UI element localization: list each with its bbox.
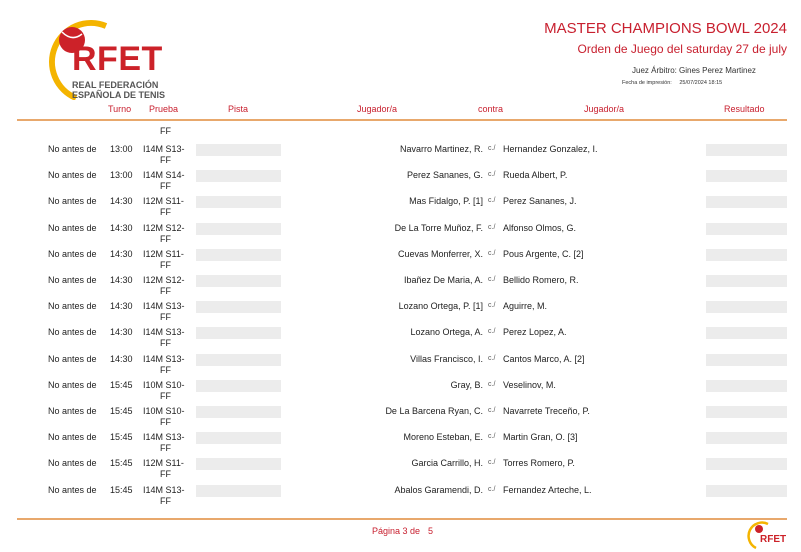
row-result-box <box>706 485 787 497</box>
row-time: 15:45 <box>110 380 133 390</box>
row-not-before: No antes de <box>48 249 97 259</box>
row-not-before: No antes de <box>48 485 97 495</box>
row-not-before: No antes de <box>48 458 97 468</box>
row-player-2: Alfonso Olmos, G. <box>503 223 577 233</box>
row-event: I12M S12- <box>143 275 185 285</box>
row-event: I12M S11- <box>143 249 184 259</box>
row-versus: c./ <box>488 250 496 257</box>
row-time: 13:00 <box>110 144 133 154</box>
page-label: Página 3 de <box>372 526 421 536</box>
row-not-before: No antes de <box>48 380 97 390</box>
row-time: 15:45 <box>110 485 133 495</box>
column-jugador-1: Jugador/a <box>357 104 398 114</box>
row-not-before: No antes de <box>48 170 97 180</box>
row-not-before: No antes de <box>48 327 97 337</box>
row-player-1: Gray, B. <box>450 380 483 390</box>
row-time: 15:45 <box>110 458 133 468</box>
header-divider <box>17 119 787 121</box>
row-time: 14:30 <box>110 301 133 311</box>
row-player-1: Moreno Esteban, E. <box>403 432 483 442</box>
row-versus: c./ <box>488 224 496 231</box>
row-event: I12M S12- <box>143 223 185 233</box>
row-not-before: No antes de <box>48 275 97 285</box>
row-player-2: Perez Sananes, J. <box>503 196 577 206</box>
column-prueba: Prueba <box>149 104 179 114</box>
row-player-2: Torres Romero, P. <box>503 458 575 468</box>
row-versus: c./ <box>488 328 496 335</box>
row-event-suffix: FF <box>160 181 171 191</box>
page-total: 5 <box>428 526 434 536</box>
row-event-suffix: FF <box>160 155 171 165</box>
row-event: I12M S11- <box>143 196 184 206</box>
row-player-1: Lozano Ortega, A. <box>410 327 483 337</box>
column-pista: Pista <box>228 104 249 114</box>
row-player-2: Hernandez Gonzalez, I. <box>503 144 598 154</box>
row-player-2: Fernandez Arteche, L. <box>503 485 592 495</box>
row-time: 14:30 <box>110 223 133 233</box>
row-player-2: Bellido Romero, R. <box>503 275 579 285</box>
row-result-box <box>706 249 787 261</box>
row-not-before: No antes de <box>48 223 97 233</box>
order-of-play-title: Orden de Juego del saturday 27 de july <box>577 42 787 56</box>
row-not-before: No antes de <box>48 432 97 442</box>
row-player-1: Mas Fidalgo, P. [1] <box>409 196 483 206</box>
row-event-suffix: FF <box>160 338 171 348</box>
row-event-suffix: FF <box>160 234 171 244</box>
row-time: 14:30 <box>110 249 133 259</box>
row-event-suffix: FF <box>160 469 171 479</box>
row-event: I14M S13- <box>143 432 185 442</box>
row-player-1: Garcia Carrillo, H. <box>411 458 483 468</box>
row-time: 13:00 <box>110 170 133 180</box>
row-result-box <box>706 354 787 366</box>
judge-info <box>632 66 756 75</box>
row-versus: c./ <box>488 381 496 388</box>
row-versus: c./ <box>488 355 496 362</box>
svg-text:RFET: RFET <box>760 534 786 545</box>
print-date-value: 25/07/2024 18:15 <box>679 80 723 86</box>
row-not-before: No antes de <box>48 354 97 364</box>
row-not-before: No antes de <box>48 301 97 311</box>
row-versus: c./ <box>488 459 496 466</box>
row-player-1: Villas Francisco, I. <box>410 354 483 364</box>
column-contra: contra <box>478 104 504 114</box>
row-time: 15:45 <box>110 432 133 442</box>
row-event-suffix: FF <box>160 496 171 506</box>
row-result-box <box>706 144 787 156</box>
row-versus: c./ <box>488 433 496 440</box>
row-event-suffix: FF <box>160 312 171 322</box>
row-player-2: Aguirre, M. <box>503 301 548 311</box>
row-event: I14M S13- <box>143 354 185 364</box>
row-player-1: De La Torre Muñoz, F. <box>394 223 483 233</box>
page-indicator <box>372 526 433 536</box>
row-result-box <box>706 327 787 339</box>
row-not-before: No antes de <box>48 144 97 154</box>
row-event: I14M S13- <box>143 301 185 311</box>
row-event-suffix: FF <box>160 417 171 427</box>
print-date-info <box>622 80 722 86</box>
row-event: I10M S10- <box>143 380 185 390</box>
row-not-before: No antes de <box>48 406 97 416</box>
row-player-1: De La Barcena Ryan, C. <box>385 406 483 416</box>
row-event-suffix: FF <box>160 260 171 270</box>
row-result-box <box>706 275 787 287</box>
logo-subtitle <box>72 80 165 100</box>
row-player-2: Martin Gran, O. [3] <box>503 432 578 442</box>
row-versus: c./ <box>488 302 496 309</box>
row-player-2: Perez Lopez, A. <box>503 327 567 337</box>
row-time: 14:30 <box>110 275 133 285</box>
row-player-1: Cuevas Monferrer, X. <box>397 249 483 259</box>
row-player-1: Perez Sananes, G. <box>406 170 483 180</box>
row-event: I14M S13- <box>143 485 185 495</box>
rfet-mini-logo <box>746 520 786 550</box>
row-player-2: Pous Argente, C. [2] <box>503 249 584 259</box>
row-time: 14:30 <box>110 327 133 337</box>
footer-divider <box>17 518 787 520</box>
row-versus: c./ <box>488 276 496 283</box>
row-event: I14M S14- <box>143 170 185 180</box>
row-not-before: No antes de <box>48 196 97 206</box>
row-player-1: Navarro Martinez, R. <box>399 144 483 154</box>
logo-subtitle-line1: REAL FEDERACIÓN <box>72 80 159 90</box>
row-player-1: Lozano Ortega, P. [1] <box>398 301 483 311</box>
continuation-text: FF <box>160 126 171 136</box>
print-date-label: Fecha de impresión: <box>622 80 672 86</box>
row-player-1: Abalos Garamendi, D. <box>394 485 483 495</box>
judge-label: Juez Árbitro: <box>632 66 677 75</box>
column-turno: Turno <box>108 104 132 114</box>
row-versus: c./ <box>488 197 496 204</box>
row-event: I14M S13- <box>143 144 185 154</box>
row-event: I12M S11- <box>143 458 184 468</box>
row-time: 14:30 <box>110 196 133 206</box>
column-jugador-2: Jugador/a <box>584 104 625 114</box>
row-event-suffix: FF <box>160 443 171 453</box>
row-event-suffix: FF <box>160 365 171 375</box>
row-event-suffix: FF <box>160 286 171 296</box>
row-result-box <box>706 406 787 418</box>
row-event-suffix: FF <box>160 207 171 217</box>
judge-name: Gines Perez Martinez <box>679 66 756 75</box>
row-event-suffix: FF <box>160 391 171 401</box>
row-time: 15:45 <box>110 406 133 416</box>
row-player-2: Rueda Albert, P. <box>503 170 568 180</box>
row-player-2: Veselinov, M. <box>503 380 556 390</box>
row-result-box <box>706 458 787 470</box>
column-resultado: Resultado <box>724 104 765 114</box>
row-result-box <box>706 432 787 444</box>
row-result-box <box>706 196 787 208</box>
row-result-box <box>706 223 787 235</box>
row-event: I10M S10- <box>143 406 185 416</box>
row-versus: c./ <box>488 486 496 493</box>
logo-subtitle-line2: ESPAÑOLA DE TENIS <box>72 90 166 100</box>
row-player-2: Cantos Marco, A. [2] <box>503 354 585 364</box>
row-result-box <box>706 170 787 182</box>
row-time: 14:30 <box>110 354 133 364</box>
row-player-2: Navarrete Treceño, P. <box>503 406 590 416</box>
logo-text: RFET <box>72 40 163 78</box>
row-player-1: Ibañez De Maria, A. <box>403 275 483 285</box>
row-versus: c./ <box>488 407 496 414</box>
row-result-box <box>706 380 787 392</box>
row-versus: c./ <box>488 171 496 178</box>
row-versus: c./ <box>488 145 496 152</box>
row-result-box <box>706 301 787 313</box>
tournament-title: MASTER CHAMPIONS BOWL 2024 <box>544 20 787 37</box>
row-event: I14M S13- <box>143 327 185 337</box>
